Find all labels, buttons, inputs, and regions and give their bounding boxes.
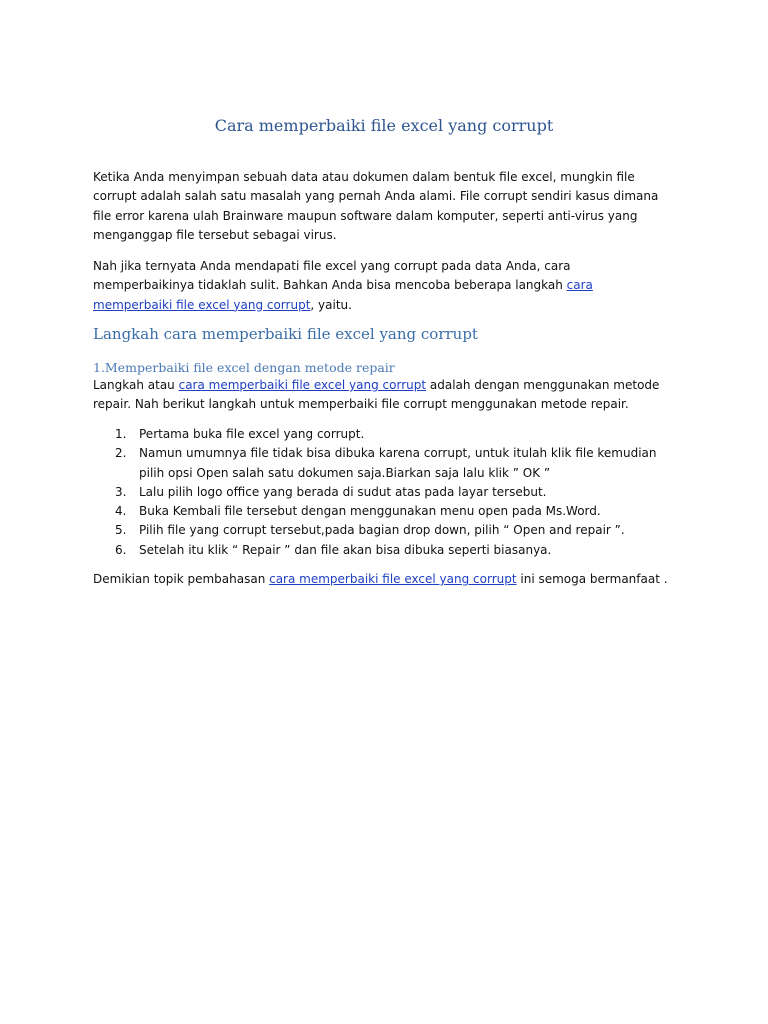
closing-paragraph [93,570,673,589]
section-heading: Langkah cara memperbaiki file excel yang corrupt [93,325,478,343]
step-text: Namun umumnya file tidak bisa dibuka karena corrupt, untuk itulah klik file kemudian pilih opsi Open salah satu dokumen saja.Biarkan saja lalu klik ” OK ” [139,446,657,480]
step-item [93,541,673,560]
intro-paragraph: Ketika Anda menyimpan sebuah data atau dokumen dalam bentuk file excel, mungkin file corrupt adalah salah satu masalah yang pernah Anda alami. File corrupt sendiri kasus dimana file error karena ulah Brainware maupun software dalam komputer, seperti anti-virus yang menganggap file tersebut sebagai virus. [93,170,659,242]
method-paragraph-text-after: adalah dengan menggunakan metode repair. Nah berikut langkah untuk memperbaiki file corrupt menggunakan metode repair. [93,378,660,412]
document-title: Cara memperbaiki file excel yang corrupt [214,116,554,135]
step-number: 2. [115,446,127,461]
step-item [93,425,673,444]
step-number: 4. [115,504,127,519]
article-link[interactable]: cara memperbaiki file excel yang corrupt [93,278,593,312]
method-paragraph-text-before: Langkah atau [93,378,179,392]
method-paragraph [93,376,673,415]
step-number: 6. [115,542,127,557]
closing-paragraph-text-after: ini semoga bermanfaat . [516,572,668,586]
subsection-heading: 1.Memperbaiki file excel dengan metode repair [93,360,395,375]
step-item [93,521,673,540]
closing-paragraph-text-before: Demikian topik pembahasan [93,572,270,586]
article-link[interactable]: cara memperbaiki file excel yang corrupt [269,572,517,586]
step-number: 1. [115,427,127,441]
second-paragraph [93,257,673,315]
step-text: Pilih file yang corrupt tersebut,pada bagian drop down, pilih “ Open and repair ”. [139,523,625,538]
step-item [93,483,673,502]
step-item [93,444,673,483]
step-text: Pertama buka file excel yang corrupt. [139,427,365,441]
step-text: Setelah itu klik “ Repair ” dan file akan bisa dibuka seperti biasanya. [139,542,552,557]
step-text: Buka Kembali file tersebut dengan menggunakan menu open pada Ms.Word. [139,504,601,519]
steps-list [93,425,673,560]
step-number: 5. [115,523,127,538]
article-link[interactable]: cara memperbaiki file excel yang corrupt [178,378,427,392]
second-paragraph-text-after: , yaitu. [310,297,352,312]
step-text: Lalu pilih logo office yang berada di sudut atas pada layar tersebut. [139,484,547,499]
step-number: 3. [115,484,127,499]
second-paragraph-text-before: Nah jika ternyata Anda mendapati file excel yang corrupt pada data Anda, cara memperbaikinya tidaklah sulit. Bahkan Anda bisa mencoba beberapa langkah [93,259,571,293]
step-item [93,502,673,521]
